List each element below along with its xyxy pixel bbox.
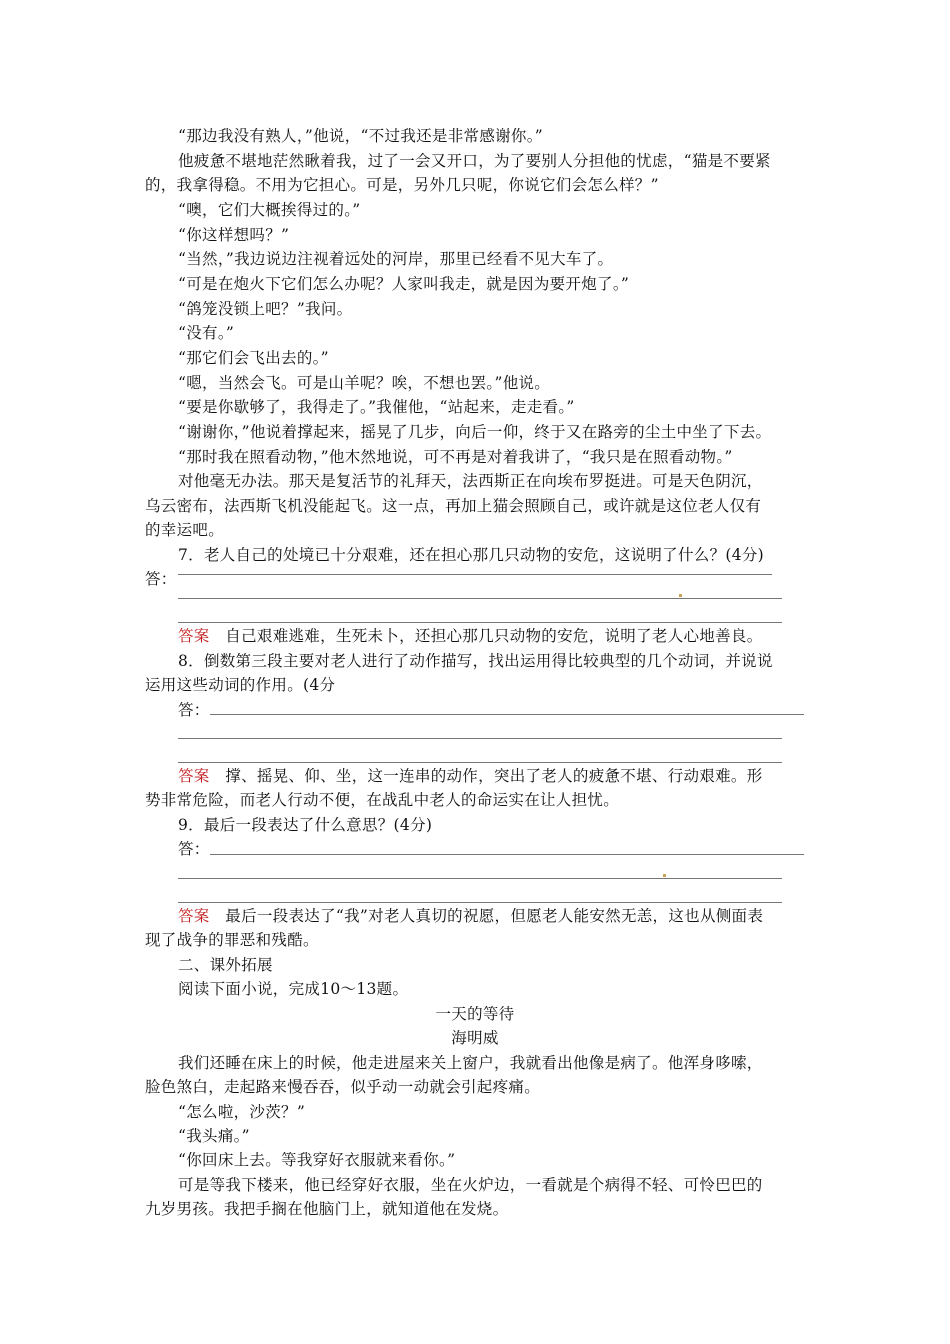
passage-line: “要是你歇够了，我得走了。”我催他，“站起来，走走看。”: [178, 398, 575, 416]
question-9: 9．最后一段表达了什么意思？(4分): [178, 816, 433, 834]
passage-line: 他疲惫不堪地茫然瞅着我，过了一会又开口，为了要别人分担他的忧虑，“猫是不要紧: [178, 152, 771, 170]
answer-label: 答案: [178, 627, 210, 645]
answer-line[interactable]: [178, 598, 782, 599]
passage-line: “没有。”: [178, 324, 235, 342]
answer-prompt-9: 答：: [178, 840, 210, 858]
answer-line[interactable]: [178, 622, 782, 623]
answer-prompt-7: 答：: [145, 570, 177, 588]
story-line: 可是等我下楼来，他已经穿好衣服，坐在火炉边，一看就是个病得不轻、可怜巴巴的: [178, 1176, 763, 1194]
story-line: “怎么啦，沙茨？”: [178, 1103, 306, 1121]
passage-line: “你这样想吗？”: [178, 226, 290, 244]
answer-label: 答案: [178, 907, 210, 925]
answer-line[interactable]: [178, 878, 782, 879]
answer-8-cont: 势非常危险，而老人行动不便，在战乱中老人的命运实在让人担忧。: [145, 791, 620, 809]
section-instruction: 阅读下面小说，完成10～13题。: [178, 980, 409, 998]
question-8-cont: 运用这些动词的作用。(4分: [145, 676, 336, 694]
passage-line: “鸽笼没锁上吧？”我问。: [178, 300, 353, 318]
answer-line[interactable]: [210, 854, 804, 855]
question-8: 8．倒数第三段主要对老人进行了动作描写，找出运用得比较典型的几个动词，并说说: [178, 652, 773, 670]
passage-line: “噢，它们大概挨得过的。”: [178, 201, 361, 219]
answer-prompt-8: 答：: [178, 701, 210, 719]
passage-line: “当然，”我边说边注视着远处的河岸，那里已经看不见大车了。: [178, 250, 614, 268]
answer-line[interactable]: [178, 902, 782, 903]
answer-text: 撑、摇晃、仰、坐，这一连串的动作，突出了老人的疲惫不堪、行动艰难。形: [225, 767, 763, 785]
answer-8: [178, 766, 763, 786]
answer-line[interactable]: [178, 738, 782, 739]
story-line: 九岁男孩。我把手搁在他脑门上，就知道他在发烧。: [145, 1200, 509, 1218]
speck-mark: [663, 874, 666, 877]
story-line: “你回床上去。等我穿好衣服就来看你。”: [178, 1151, 456, 1169]
answer-line[interactable]: [210, 714, 804, 715]
passage-line: 的，我拿得稳。不用为它担心。可是，另外几只呢，你说它们会怎么样？”: [145, 176, 659, 194]
answer-text: 最后一段表达了“我”对老人真切的祝愿，但愿老人能安然无恙，这也从侧面表: [225, 907, 764, 925]
section-heading: 二、课外拓展: [178, 956, 273, 974]
answer-line[interactable]: [178, 762, 782, 763]
passage-line: 的幸运吧。: [145, 521, 225, 539]
passage-line: 乌云密布，法西斯飞机没能起飞。这一点，再加上猫会照顾自己，或许就是这位老人仅有: [145, 497, 762, 515]
story-line: 我们还睡在床上的时候，他走进屋来关上窗户，我就看出他像是病了。他浑身哆嗦，: [178, 1054, 763, 1072]
passage-line: “嗯，当然会飞。可是山羊呢？唉，不想也罢。”他说。: [178, 374, 551, 392]
story-title: 一天的等待: [435, 1005, 515, 1023]
passage-line: “谢谢你，”他说着撑起来，摇晃了几步，向后一仰，终于又在路旁的尘土中坐了下去。: [178, 423, 772, 441]
answer-line[interactable]: [178, 574, 772, 575]
story-line: “我头痛。”: [178, 1127, 250, 1145]
answer-label: 答案: [178, 767, 210, 785]
passage-line: “那它们会飞出去的。”: [178, 349, 329, 367]
passage-line: 对他毫无办法。那天是复活节的礼拜天，法西斯正在向埃布罗挺进。可是天色阴沉，: [178, 472, 763, 490]
passage-line: “那边我没有熟人，”他说，“不过我还是非常感谢你。”: [178, 127, 543, 145]
story-line: 脸色煞白，走起路来慢吞吞，似乎动一动就会引起疼痛。: [145, 1078, 541, 1096]
answer-9: [178, 906, 763, 926]
answer-7: [178, 626, 763, 646]
passage-line: “那时我在照看动物，”他木然地说，可不再是对着我讲了，“我只是在照看动物。”: [178, 448, 733, 466]
question-7: 7．老人自己的处境已十分艰难，还在担心那几只动物的安危，这说明了什么？(4分): [178, 546, 765, 564]
answer-9-cont: 现了战争的罪恶和残酷。: [145, 931, 319, 949]
passage-line: “可是在炮火下它们怎么办呢？人家叫我走，就是因为要开炮了。”: [178, 275, 630, 293]
answer-text: 自己艰难逃难，生死未卜，还担心那几只动物的安危，说明了老人心地善良。: [225, 627, 763, 645]
story-author: 海明威: [451, 1029, 499, 1047]
speck-mark: [679, 594, 682, 597]
